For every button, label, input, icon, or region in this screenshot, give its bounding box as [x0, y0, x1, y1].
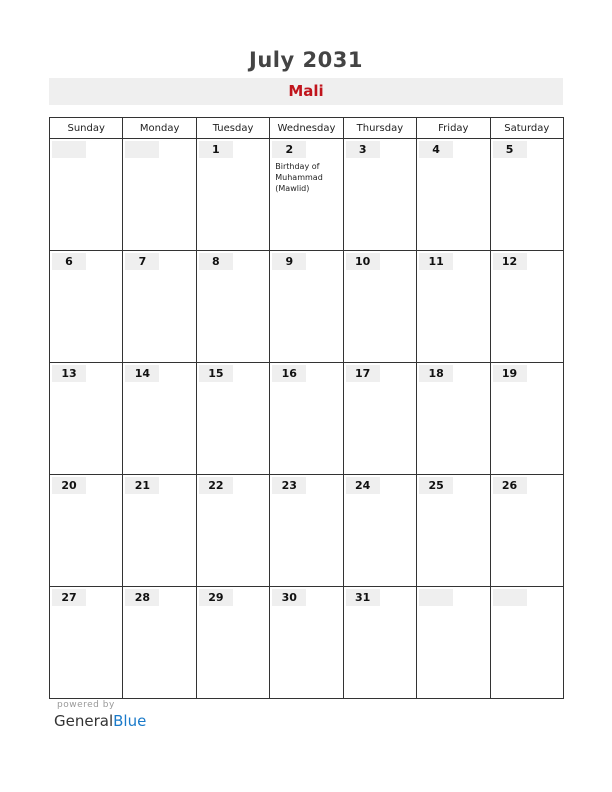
day-cell-empty	[50, 139, 123, 251]
day-cell	[196, 139, 269, 251]
day-cell	[270, 587, 343, 699]
day-cell	[490, 475, 563, 587]
day-number: 9	[272, 253, 306, 270]
country-name: Mali	[288, 82, 324, 100]
weekday-header-row	[50, 118, 564, 139]
weekday-header: Friday	[417, 118, 490, 139]
day-number: 26	[493, 477, 527, 494]
day-number	[125, 141, 159, 158]
footer-branding	[54, 700, 146, 730]
day-cell	[196, 587, 269, 699]
brand-logo[interactable]	[54, 712, 146, 730]
holiday-event: Birthday of Muhammad (Mawlid)	[275, 162, 323, 193]
day-cell-empty	[490, 587, 563, 699]
day-number: 18	[419, 365, 453, 382]
day-cell	[270, 139, 343, 251]
day-number: 7	[125, 253, 159, 270]
day-number: 1	[199, 141, 233, 158]
day-cell	[343, 587, 416, 699]
day-cell-empty	[123, 139, 196, 251]
calendar-title: July 2031	[249, 48, 363, 72]
powered-by-label: powered by	[57, 700, 115, 710]
day-cell	[490, 139, 563, 251]
day-number: 3	[346, 141, 380, 158]
day-cell	[50, 363, 123, 475]
day-cell	[50, 251, 123, 363]
week-row	[50, 475, 564, 587]
day-number	[493, 589, 527, 606]
day-cell	[123, 363, 196, 475]
weekday-header: Monday	[123, 118, 196, 139]
day-number: 20	[52, 477, 86, 494]
day-number: 8	[199, 253, 233, 270]
day-number: 19	[493, 365, 527, 382]
country-banner	[49, 78, 563, 105]
day-number: 10	[346, 253, 380, 270]
day-cell	[270, 475, 343, 587]
day-cell	[50, 475, 123, 587]
day-cell	[343, 475, 416, 587]
day-cell	[123, 475, 196, 587]
day-number: 25	[419, 477, 453, 494]
day-cell	[417, 475, 490, 587]
day-number: 12	[493, 253, 527, 270]
day-number: 15	[199, 365, 233, 382]
day-cell	[343, 363, 416, 475]
day-cell	[123, 587, 196, 699]
day-cell	[270, 363, 343, 475]
weekday-header: Sunday	[50, 118, 123, 139]
day-number: 30	[272, 589, 306, 606]
day-number: 5	[493, 141, 527, 158]
day-number: 16	[272, 365, 306, 382]
day-number: 4	[419, 141, 453, 158]
day-number: 21	[125, 477, 159, 494]
day-cell	[417, 251, 490, 363]
weekday-header: Saturday	[490, 118, 563, 139]
day-number: 13	[52, 365, 86, 382]
week-row	[50, 139, 564, 251]
day-cell	[417, 363, 490, 475]
day-cell	[196, 251, 269, 363]
day-cell	[196, 363, 269, 475]
weekday-header: Tuesday	[196, 118, 269, 139]
day-cell-empty	[417, 587, 490, 699]
day-number: 28	[125, 589, 159, 606]
day-cell	[343, 139, 416, 251]
week-row	[50, 251, 564, 363]
brand-part-general: General	[54, 712, 114, 730]
weekday-header: Wednesday	[270, 118, 343, 139]
day-number: 2	[272, 141, 306, 158]
weekday-header: Thursday	[343, 118, 416, 139]
brand-part-blue: Blue	[113, 712, 147, 730]
day-cell	[417, 139, 490, 251]
day-cell	[490, 363, 563, 475]
day-number	[52, 141, 86, 158]
day-number: 14	[125, 365, 159, 382]
month-grid	[49, 117, 564, 699]
week-row	[50, 363, 564, 475]
day-number: 22	[199, 477, 233, 494]
day-number: 17	[346, 365, 380, 382]
day-cell	[343, 251, 416, 363]
day-number: 24	[346, 477, 380, 494]
day-number: 23	[272, 477, 306, 494]
day-number: 31	[346, 589, 380, 606]
week-row	[50, 587, 564, 699]
day-cell	[50, 587, 123, 699]
day-number: 6	[52, 253, 86, 270]
day-cell	[270, 251, 343, 363]
day-cell	[123, 251, 196, 363]
day-number: 11	[419, 253, 453, 270]
day-number	[419, 589, 453, 606]
day-number: 29	[199, 589, 233, 606]
day-cell	[490, 251, 563, 363]
day-number: 27	[52, 589, 86, 606]
day-cell	[196, 475, 269, 587]
